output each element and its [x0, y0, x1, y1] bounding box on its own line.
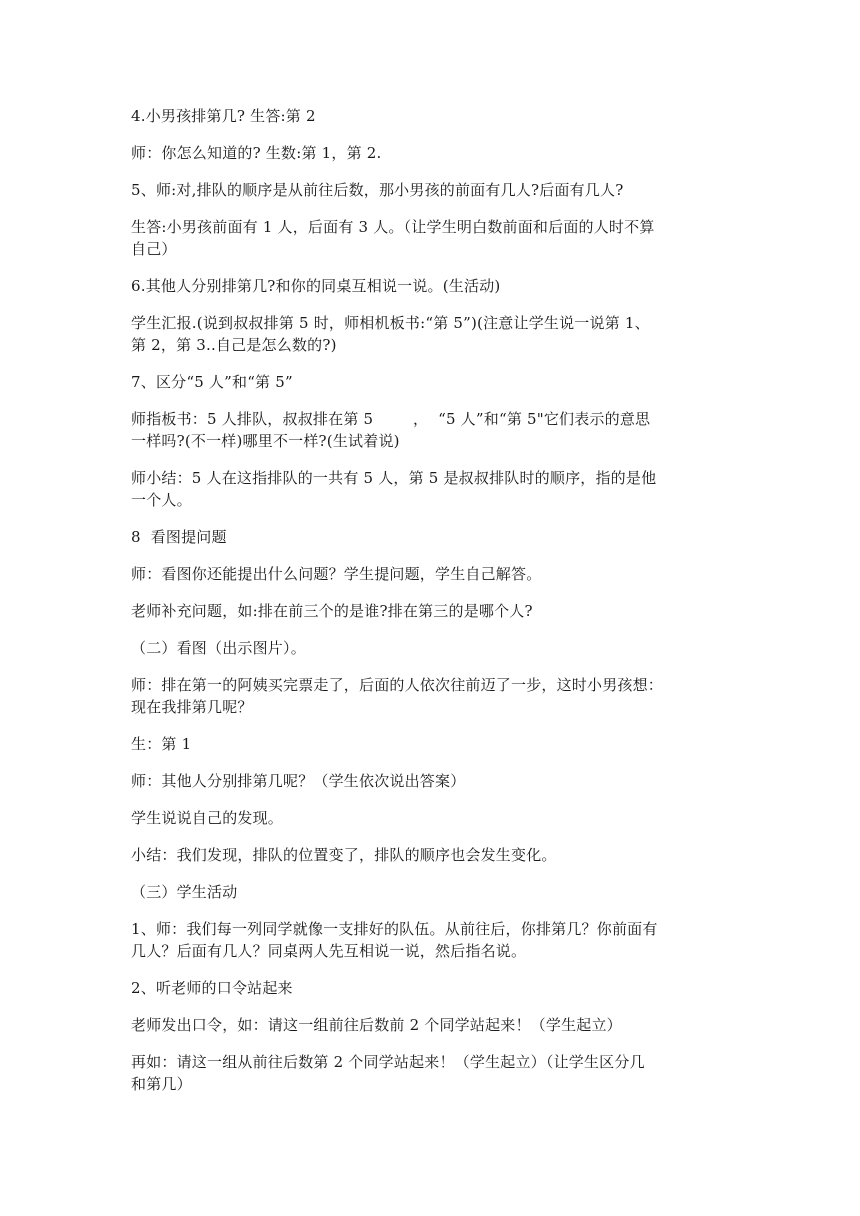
- text-line: 一个人。: [131, 491, 192, 509]
- text-line: 自己）: [131, 240, 177, 258]
- text-line: 生答:小男孩前面有 1 人，后面有 3 人。（让学生明白数前面和后面的人时不算: [131, 218, 655, 236]
- text-line: 和第几）: [131, 1075, 192, 1093]
- text-line: （二）看图（出示图片）。: [131, 639, 306, 657]
- text-line: 2、听老师的口令站起来: [131, 979, 293, 997]
- text-line: 生：第 1: [131, 735, 192, 753]
- text-line: 8 看图提问题: [131, 528, 227, 546]
- text-line: 学生汇报.(说到叔叔排第 5 时，师相机板书:“第 5”)(注意让学生说一说第 1、: [131, 314, 650, 332]
- text-line: 师：你怎么知道的? 生数:第 1，第 2.: [131, 144, 382, 162]
- text-line: 5、师:对,排队的顺序是从前往后数，那小男孩的前面有几人?后面有几人?: [131, 181, 624, 199]
- text-line: 1、师：我们每一列同学就像一支排好的队伍。从前往后，你排第几？你前面有: [131, 920, 658, 938]
- text-line: 学生说说自己的发现。: [131, 809, 284, 827]
- text-line: （三）学生活动: [131, 883, 238, 901]
- text-line: 6.其他人分别排第几?和你的同桌互相说一说。(生活动): [131, 277, 501, 295]
- text-line: 师指板书：5 人排队，叔叔排在第 5 ， “5 人”和“第 5"它们表示的意思: [131, 410, 651, 428]
- text-line: 师小结：5 人在这指排队的一共有 5 人，第 5 是叔叔排队时的顺序，指的是他: [131, 469, 657, 487]
- text-line: 师：其他人分别排第几呢？（学生依次说出答案）: [131, 772, 466, 790]
- text-line: 现在我排第几呢？: [131, 698, 253, 716]
- text-line: 一样吗?(不一样)哪里不一样?(生试着说): [131, 432, 400, 450]
- text-line: 4.小男孩排第几? 生答:第 2: [131, 107, 316, 125]
- text-line: 小结：我们发现，排队的位置变了，排队的顺序也会发生变化。: [131, 846, 557, 864]
- text-line: 老师发出口令，如：请这一组前往后数前 2 个同学站起来！（学生起立）: [131, 1016, 622, 1034]
- text-line: 老师补充问题，如:排在前三个的是谁?排在第三的是哪个人?: [131, 602, 533, 620]
- text-line: 师：排在第一的阿姨买完票走了，后面的人依次往前迈了一步，这时小男孩想：: [131, 676, 664, 694]
- text-line: 再如：请这一组从前往后数第 2 个同学站起来！（学生起立）（让学生区分几: [131, 1053, 645, 1071]
- text-line: 7、区分“5 人”和“第 5”: [131, 373, 293, 391]
- text-line: 第 2，第 3..自己是怎么数的?): [131, 336, 337, 354]
- text-line: 几人？后面有几人？同桌两人先互相说一说，然后指名说。: [131, 942, 527, 960]
- text-line: 师：看图你还能提出什么问题？学生提问题，学生自己解答。: [131, 565, 542, 583]
